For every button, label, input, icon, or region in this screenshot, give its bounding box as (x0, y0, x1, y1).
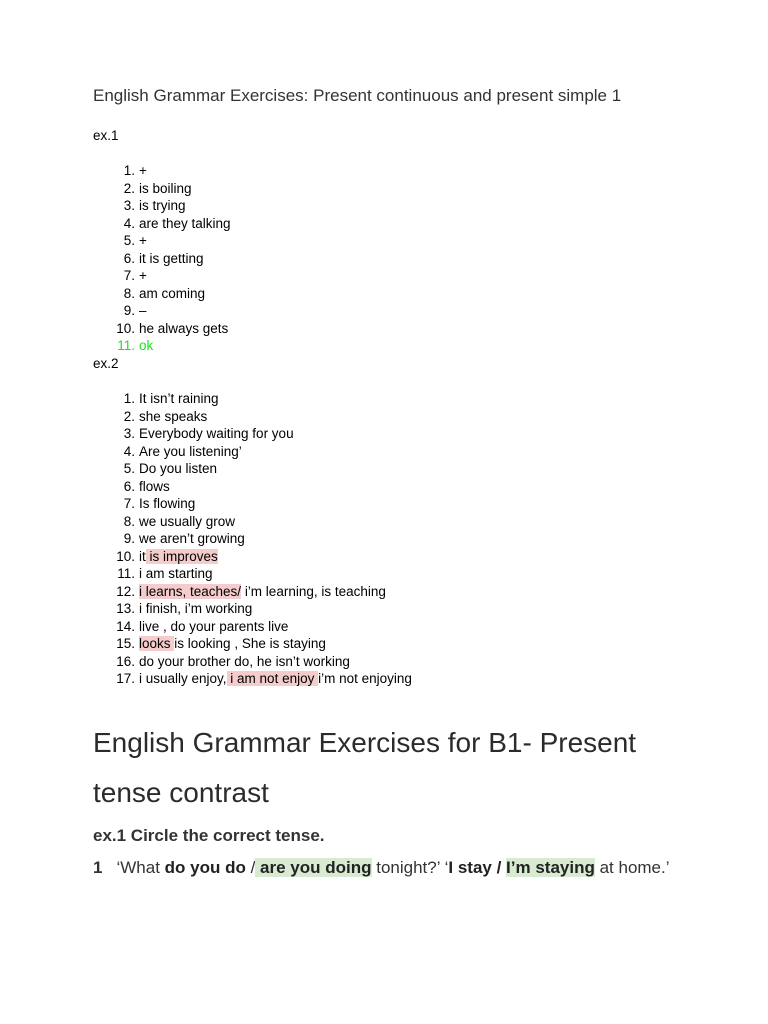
question-text: at home.’ (594, 858, 670, 877)
list-item (93, 250, 231, 268)
list-item-number: 13. (116, 601, 135, 616)
highlighted-error: i am not enjoy (226, 671, 319, 686)
list-item (93, 460, 412, 478)
list-item (93, 635, 412, 653)
list-item-number: 1. (123, 163, 135, 178)
list-item-number: 15. (116, 636, 135, 651)
list-item-text: it (139, 548, 146, 564)
list-item-text: i finish, i’m working (139, 601, 253, 616)
list-item (93, 285, 231, 303)
list-item-text: i usually enjoy, (139, 671, 227, 686)
list-item-text: am coming (139, 285, 206, 301)
list-item-number: 5. (123, 233, 135, 248)
list-item (93, 267, 231, 285)
list-item-number: 7. (123, 268, 135, 283)
list-item-number: 9. (123, 303, 135, 318)
list-item-text: it is getting (139, 250, 204, 266)
list-item-text: Do you listen (139, 461, 218, 476)
list-item-number: 10. (116, 320, 135, 336)
list-item-text: + (139, 163, 147, 178)
document-title: English Grammar Exercises: Present continuous and present simple 1 (93, 86, 622, 105)
list-item-text: Is flowing (139, 496, 196, 511)
list-item-text: i’m not enjoying (318, 671, 412, 686)
list-item-text: Everybody waiting for you (139, 426, 294, 441)
list-item-text: he always gets (139, 320, 229, 336)
list-item-number: 11. (117, 566, 135, 581)
option-separator: / (491, 858, 507, 877)
list-item (93, 443, 412, 461)
ex2-answer-list (93, 390, 412, 688)
list-item (93, 302, 231, 320)
list-item-number: 4. (123, 215, 135, 231)
list-item-text: are they talking (139, 215, 231, 231)
list-item-number: 6. (123, 478, 135, 494)
list-item (93, 495, 412, 513)
list-item (93, 670, 412, 688)
option-im-staying-selected: I’m staying (506, 858, 595, 877)
list-item (93, 408, 412, 426)
list-item-number: 4. (123, 443, 135, 459)
list-item-number: 1. (123, 391, 135, 406)
list-item-number: 2. (123, 180, 135, 196)
list-item-number: 8. (123, 513, 135, 529)
question-text: tonight?’ ‘ (371, 858, 449, 877)
option-do-you-do: do you do (164, 858, 246, 877)
option-separator: / (245, 858, 256, 877)
list-item (93, 232, 231, 250)
list-item (93, 583, 412, 601)
list-item (93, 162, 231, 180)
list-item (93, 548, 412, 566)
list-item-text: is trying (139, 198, 186, 213)
list-item (93, 513, 412, 531)
list-item-text: i’m learning, is teaching (241, 583, 386, 599)
list-item (93, 425, 412, 443)
list-item (93, 530, 412, 548)
list-item (93, 653, 412, 671)
list-item-number: 14. (116, 618, 135, 634)
list-item-text: + (139, 268, 147, 283)
list-item (93, 215, 231, 233)
list-item-number: 11. (117, 338, 135, 353)
list-item-number: 16. (116, 653, 135, 669)
list-item-text: we usually grow (139, 513, 236, 529)
list-item-text: do your brother do, he isn’t working (139, 653, 350, 669)
list-item-text: Are you listening’ (139, 443, 242, 459)
list-item-number: 3. (123, 198, 135, 213)
list-item-text: is boiling (139, 180, 192, 196)
list-item (93, 197, 231, 215)
list-item-text: she speaks (139, 408, 208, 424)
list-item-number: 10. (116, 548, 135, 564)
list-item (93, 180, 231, 198)
list-item (93, 320, 231, 338)
highlighted-error: i learns, teaches/ (139, 583, 242, 599)
list-item-text: – (139, 303, 147, 318)
list-item-text: + (139, 233, 147, 248)
list-item-text: flows (139, 478, 170, 494)
highlighted-error: is improves (145, 548, 218, 564)
ex1-answer-list (93, 162, 231, 355)
list-item-text: is looking , She is staying (174, 636, 326, 651)
exercise-instruction: ex.1 Circle the correct tense. (93, 826, 325, 845)
list-item (93, 600, 412, 618)
option-i-stay: I stay (448, 858, 492, 877)
ex1-label: ex.1 (93, 128, 119, 143)
list-item (93, 390, 412, 408)
ex2-label: ex.2 (93, 356, 119, 371)
list-item (93, 565, 412, 583)
list-item-number: 6. (123, 250, 135, 266)
list-item-number: 2. (123, 408, 135, 424)
highlighted-error: looks (139, 636, 175, 651)
list-item-number: 7. (123, 496, 135, 511)
list-item-number: 3. (123, 426, 135, 441)
list-item-number: 9. (123, 531, 135, 546)
list-item-number: 5. (123, 461, 135, 476)
question-text: ‘What (116, 858, 165, 877)
list-item-text: ok (139, 338, 154, 353)
section-title: English Grammar Exercises for B1- Present tense contrast (93, 727, 637, 808)
list-item-text: i am starting (139, 566, 213, 581)
option-are-you-doing-selected: are you doing (255, 858, 372, 877)
list-item-text: It isn’t raining (139, 391, 219, 406)
list-item (93, 337, 231, 355)
question-number: 1 (93, 858, 103, 877)
question-1 (93, 858, 673, 877)
list-item-number: 8. (123, 285, 135, 301)
list-item (93, 478, 412, 496)
list-item-text: we aren’t growing (139, 531, 245, 546)
list-item-number: 17. (116, 671, 135, 686)
list-item (93, 618, 412, 636)
list-item-number: 12. (116, 583, 135, 599)
list-item-text: live , do your parents live (139, 618, 289, 634)
